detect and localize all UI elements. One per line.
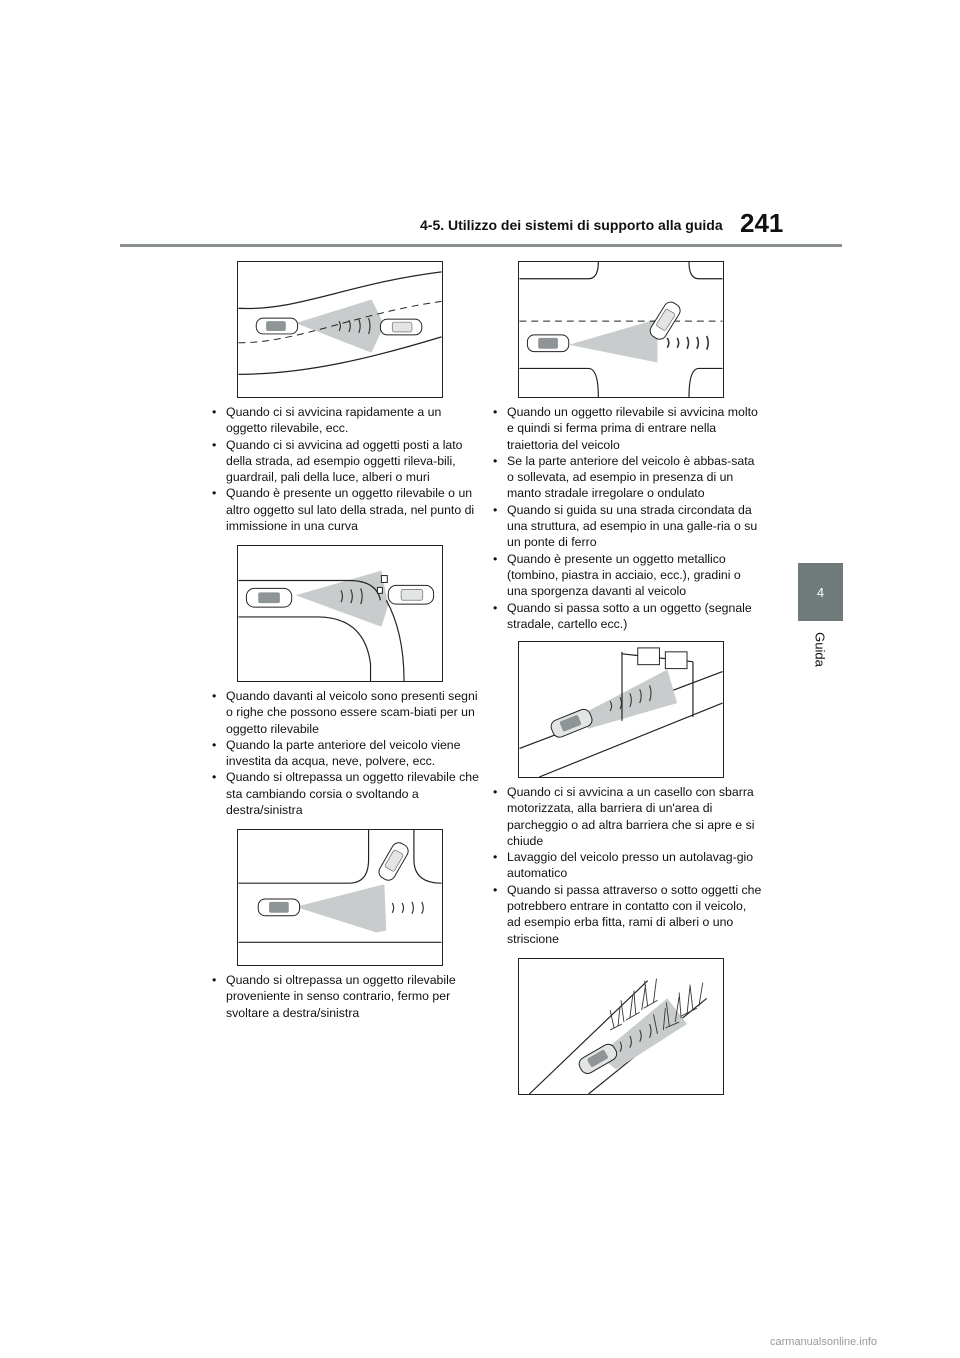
curved-road-illustration <box>238 262 442 397</box>
chapter-name: Guida <box>812 632 828 667</box>
header-divider <box>120 244 842 247</box>
bullet-item: • Quando si oltrepassa un oggetto rilevabile proveniente in senso contrario, fermo per svoltare a destra/sinistra <box>211 972 479 1021</box>
bullet-item: • Quando davanti al veicolo sono presenti segni o righe che possono essere scam-biati per un oggetto rilevabile <box>211 688 479 737</box>
footer-watermark: carmanualsonline.info <box>770 1336 878 1348</box>
bullet-list-left-1 <box>211 404 479 534</box>
bullet-item: • Quando si oltrepassa un oggetto rilevabile che sta cambiando corsia o svoltando a destra/sinistra <box>211 769 479 818</box>
section-title: 4-5. Utilizzo dei sistemi di supporto alla guida <box>420 217 723 233</box>
bullet-list-left-2 <box>211 688 479 818</box>
figure-overhead-sign <box>518 641 724 778</box>
page-number: 241 <box>740 208 784 238</box>
bullet-item: • Quando si passa attraverso o sotto oggetti che potrebbero entrare in contatto con il veicolo, ad esempio erba fitta, rami di alberi o uno striscione <box>492 882 762 947</box>
bullet-list-right-1 <box>492 404 762 632</box>
bullet-item: • Quando si passa sotto a un oggetto (segnale stradale, cartello ecc.) <box>492 600 762 633</box>
bullet-item: • Quando un oggetto rilevabile si avvicina molto e quindi si ferma prima di entrare nella traiettoria del veicolo <box>492 404 762 453</box>
bullet-list-right-2 <box>492 784 762 947</box>
crossing-vehicle-illustration <box>238 830 442 965</box>
bullet-item: • Quando è presente un oggetto metallico (tombino, piastra in acciaio, ecc.), gradini o una sporgenza davanti al veicolo <box>492 551 762 600</box>
curve-entry-illustration <box>238 546 442 681</box>
chapter-label <box>805 628 835 678</box>
bullet-item: • Quando ci si avvicina ad oggetti posti a lato della strada, ad esempio oggetti rileva-bili, guardrail, pali della luce, alberi o muri <box>211 437 479 486</box>
stopped-object-illustration <box>519 262 723 397</box>
bullet-item: • Quando ci si avvicina a un casello con sbarra motorizzata, alla barriera di un'area di parcheggio o ad altra barriera che si apre e si chiude <box>492 784 762 849</box>
figure-stopped-object <box>518 261 724 398</box>
figure-curve-entry <box>237 545 443 682</box>
bullet-item: • Lavaggio del veicolo presso un autolavag-gio automatico <box>492 849 762 882</box>
bullet-item: • Quando si guida su una strada circondata da una struttura, ad esempio in una galle-ria o su un ponte di ferro <box>492 502 762 551</box>
tall-grass-illustration <box>519 959 723 1094</box>
figure-curved-road <box>237 261 443 398</box>
chapter-number: 4 <box>816 584 825 600</box>
bullet-item: • Quando è presente un oggetto rilevabile o un altro oggetto sul lato della strada, nel punto di immissione in una curva <box>211 485 479 534</box>
figure-tall-grass <box>518 958 724 1095</box>
chapter-tab <box>798 563 843 621</box>
figure-crossing-vehicle <box>237 829 443 966</box>
bullet-item: • Quando ci si avvicina rapidamente a un oggetto rilevabile, ecc. <box>211 404 479 437</box>
overhead-sign-illustration <box>519 642 723 777</box>
bullet-list-left-3 <box>211 972 479 1021</box>
bullet-item: • Quando la parte anteriore del veicolo viene investita da acqua, neve, polvere, ecc. <box>211 737 479 770</box>
bullet-item: • Se la parte anteriore del veicolo è abbas-sata o sollevata, ad esempio in presenza di un manto stradale irregolare o ondulato <box>492 453 762 502</box>
